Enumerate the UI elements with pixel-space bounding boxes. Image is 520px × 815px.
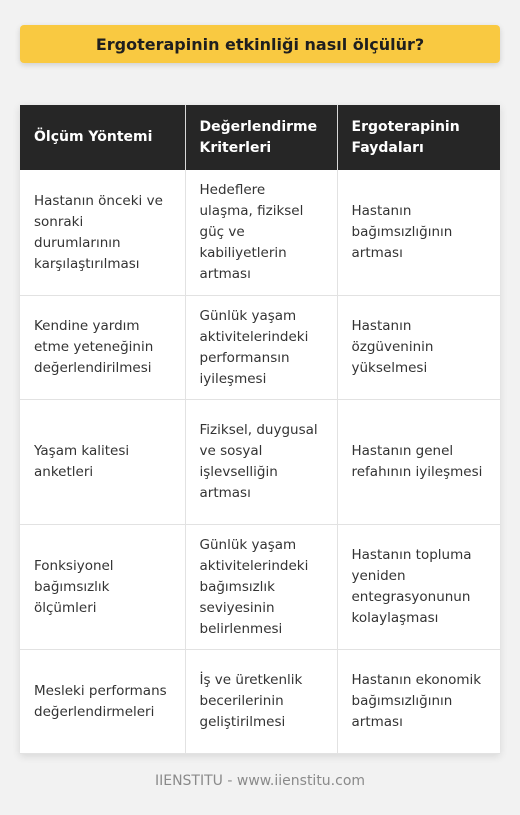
header-measurement-method: Ölçüm Yöntemi <box>20 105 185 170</box>
table-row <box>20 400 500 525</box>
table-cell: Fonksiyonel bağımsızlık ölçümleri <box>20 525 185 650</box>
table-cell: Günlük yaşam aktivitelerindeki performansın iyileşmesi <box>185 296 337 400</box>
comparison-table <box>20 105 500 754</box>
table-cell: Hastanın önceki ve sonraki durumlarının karşılaştırılması <box>20 170 185 296</box>
table-cell: Mesleki performans değerlendirmeleri <box>20 650 185 754</box>
table-cell: Hastanın topluma yeniden entegrasyonunun kolaylaşması <box>337 525 500 650</box>
table-cell: Fiziksel, duygusal ve sosyal işlevselliğin artması <box>185 400 337 525</box>
table-header-row <box>20 105 500 170</box>
table-cell: Kendine yardım etme yeteneğinin değerlendirilmesi <box>20 296 185 400</box>
table-cell: Günlük yaşam aktivitelerindeki bağımsızlık seviyesinin belirlenmesi <box>185 525 337 650</box>
table-cell: Yaşam kalitesi anketleri <box>20 400 185 525</box>
table-row <box>20 650 500 754</box>
comparison-table-container <box>20 105 500 754</box>
title-banner <box>20 25 500 63</box>
table-cell: Hastanın özgüveninin yükselmesi <box>337 296 500 400</box>
header-evaluation-criteria: Değerlendirme Kriterleri <box>185 105 337 170</box>
table-cell: Hastanın bağımsızlığının artması <box>337 170 500 296</box>
table-cell: Hastanın ekonomik bağımsızlığının artması <box>337 650 500 754</box>
header-therapy-benefits: Ergoterapinin Faydaları <box>337 105 500 170</box>
table-row <box>20 296 500 400</box>
footer-credit: IIENSTITU - www.iienstitu.com <box>154 773 366 789</box>
page-title: Ergoterapinin etkinliği nasıl ölçülür? <box>95 34 425 54</box>
table-row <box>20 525 500 650</box>
table-cell: Hastanın genel refahının iyileşmesi <box>337 400 500 525</box>
table-row <box>20 170 500 296</box>
table-cell: İş ve üretkenlik becerilerinin geliştirilmesi <box>185 650 337 754</box>
table-cell: Hedeflere ulaşma, fiziksel güç ve kabiliyetlerin artması <box>185 170 337 296</box>
